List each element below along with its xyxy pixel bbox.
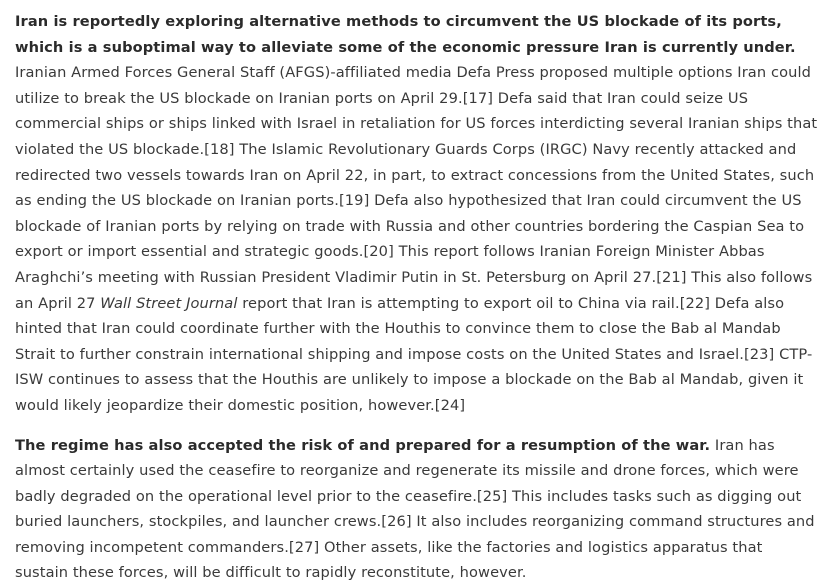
paragraph-port-blockade: [15, 9, 818, 419]
publication-name: Wall Street Journal: [100, 294, 238, 312]
paragraph-text: Iranian Armed Forces General Staff (AFGS)-affiliated media Defa Press proposed multiple options Iran could utilize to break the US blockade on Iranian ports on April 29.[17] Defa said that Iran could seize US commercial ships or ships linked with Israel in retaliation for US forces interdicting several Iranian ships that violated the US blockade.[18] The Islamic Revolutionary Guards Corps (IRGC) Navy recently attacked and redirected two vessels towards Iran on April 22, in part, to extract concessions from the United States, such as ending the US blockade on Iranian ports.[19] Defa also hypothesized that Iran could circumvent the US blockade of Iranian ports by relying on trade with Russia and other countries bordering the Caspian Sea to export or import essential and strategic goods.[20] This report follows Iranian Foreign Minister Abbas Araghchi’s meeting with Russian President Vladimir Putin in St. Petersburg on April 27.[21] This also follows an April 27: [15, 64, 818, 312]
paragraph-text: report that Iran is attempting to export oil to China via rail.[22] Defa also hinted that Iran could coordinate further with the Houthis to convince them to close the Bab al Mandab Strait to further constrain international shipping and impose costs on the United States and Israel.[23] CTP-ISW continues to assess that the Houthis are unlikely to impose a blockade on the Bab al Mandab, given it would likely jeopardize their domestic position, however.[24]: [15, 294, 813, 414]
paragraph-lead: The regime has also accepted the risk of and prepared for a resumption of the war.: [15, 436, 711, 454]
paragraph-war-resumption: [15, 433, 818, 587]
paragraph-lead: Iran is reportedly exploring alternative methods to circumvent the US blockade of its ports, which is a suboptimal way to alleviate some of the economic pressure Iran is currently under.: [15, 13, 796, 56]
paragraph-text: Iran has almost certainly used the ceasefire to reorganize and regenerate its missile and drone forces, which were badly degraded on the operational level prior to the ceasefire.[25] This includes tasks such as digging out buried launchers, stockpiles, and launcher crews.[26] It also includes reorganizing command structures and removing incompetent commanders.[27] Other assets, like the factories and logistics apparatus that sustain these forces, will be difficult to rapidly reconstitute, however.: [15, 436, 815, 582]
